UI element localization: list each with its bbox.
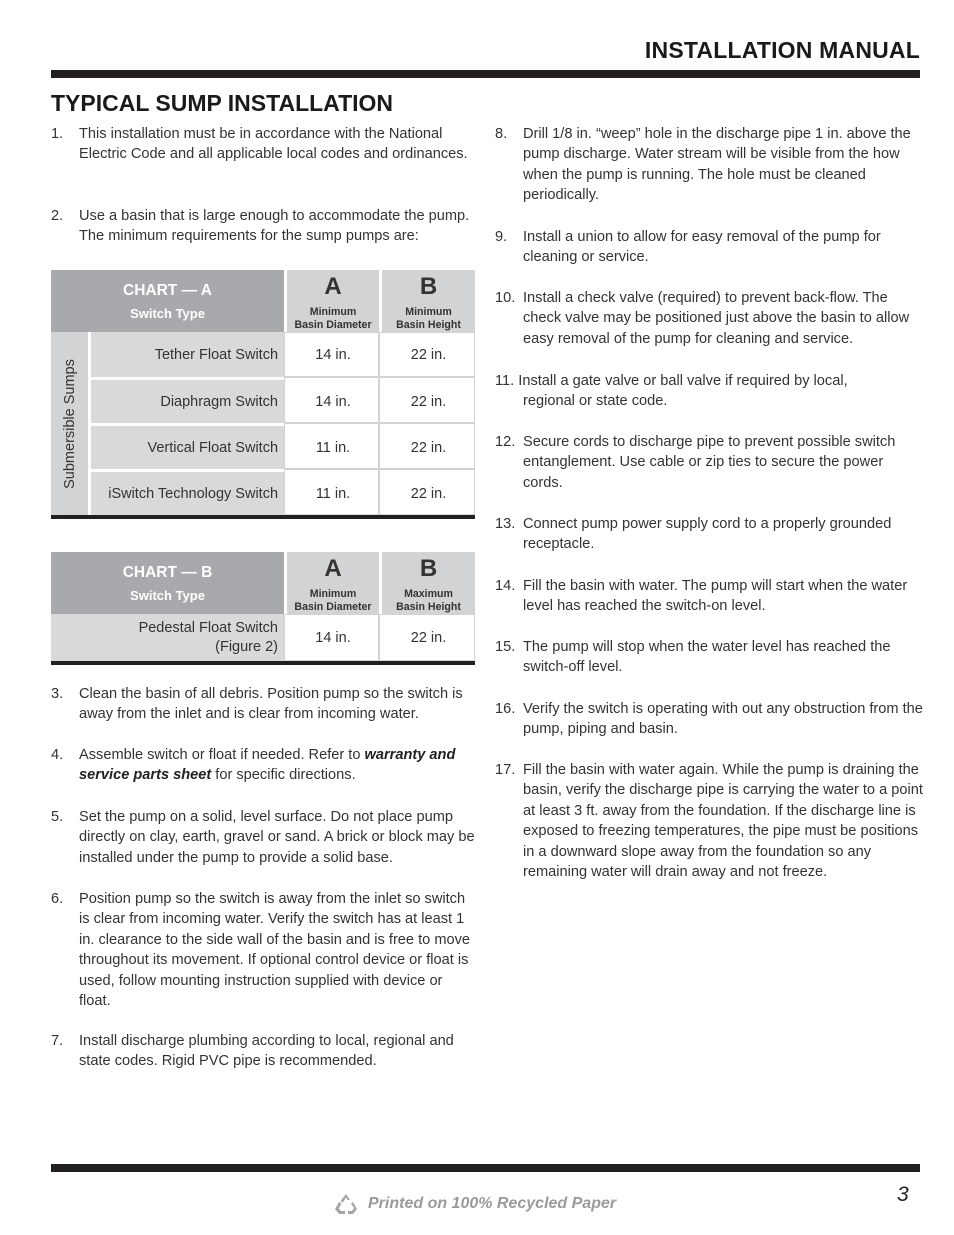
recycled-paper-notice	[334, 1193, 616, 1215]
basin-diameter-value: 11 in.	[284, 423, 379, 469]
list-item-11	[495, 371, 925, 412]
basin-height-value: 22 in.	[379, 332, 475, 377]
list-number: 13.	[495, 516, 516, 532]
list-item-5	[51, 807, 481, 868]
list-item-12	[495, 432, 925, 493]
list-item-2	[51, 206, 481, 247]
list-item-13	[495, 514, 925, 555]
basin-diameter-value: 14 in.	[284, 332, 379, 377]
list-text: Install a check valve (required) to prevent back-flow. The check valve may be positioned just above the basin to allow easy removal of the pump for cleaning and service.	[523, 290, 910, 347]
list-text: Connect pump power supply cord to a properly grounded receptacle.	[523, 516, 892, 553]
list-text-part: Assemble switch or float if needed. Refer to	[79, 747, 365, 763]
chart-a-header	[51, 270, 284, 332]
chart-a-col-b-header	[379, 270, 475, 332]
row-label	[51, 614, 284, 661]
basin-height-value: 22 in.	[379, 469, 475, 515]
chart-b-title: CHART — B	[122, 563, 213, 581]
row-label: Vertical Float Switch	[91, 423, 284, 469]
basin-height-value: 22 in.	[379, 423, 475, 469]
chart-b-col-b-header	[379, 552, 475, 614]
list-text	[495, 371, 925, 391]
list-text	[79, 745, 477, 786]
list-text: Clean the basin of all debris. Position pump so the switch is away from the inlet and is clear from incoming water.	[79, 686, 463, 723]
chart-b-subtitle: Switch Type	[130, 587, 205, 603]
list-text: Fill the basin with water. The pump will start when the water level has reached the switch-on level.	[523, 578, 908, 615]
list-item-9	[495, 227, 925, 268]
header-rule	[51, 70, 920, 78]
list-text: Install discharge plumbing according to local, regional and state codes. Rigid PVC pipe is recommended.	[79, 1033, 454, 1070]
chart-a-col-a-header	[284, 270, 379, 332]
basin-diameter-value: 11 in.	[284, 469, 379, 515]
list-item-3	[51, 684, 481, 725]
manual-title: INSTALLATION MANUAL	[644, 37, 920, 63]
chart-a-side-cell	[51, 332, 91, 515]
row-label: iSwitch Technology Switch	[91, 469, 284, 515]
footer-rule	[51, 1164, 920, 1172]
col-caption: Minimum	[309, 588, 357, 600]
list-item-17	[495, 760, 925, 882]
col-caption: Minimum	[309, 306, 357, 318]
chart-b-col-a-header	[284, 552, 379, 614]
list-number: 6.	[51, 891, 64, 907]
section-title: TYPICAL SUMP INSTALLATION	[51, 90, 394, 116]
list-number: 1.	[51, 126, 64, 142]
parts-sheet-reference: warranty and service parts sheet	[79, 747, 456, 784]
list-number: 8.	[495, 126, 508, 142]
list-item-6	[51, 889, 481, 1011]
list-number: 16.	[495, 701, 516, 717]
list-number: 11.	[495, 373, 515, 389]
list-text: Verify the switch is operating with out any obstruction from the pump, piping and basin.	[523, 701, 923, 738]
list-number: 17.	[495, 762, 516, 778]
list-item-4	[51, 745, 481, 786]
recycled-paper-text: Printed on 100% Recycled Paper	[368, 1195, 617, 1212]
basin-diameter-value: 14 in.	[284, 614, 379, 661]
list-text-first-line: Install a gate valve or ball valve if required by local,	[518, 373, 848, 389]
row-label-line: (Figure 2)	[215, 638, 278, 655]
recycle-icon	[334, 1193, 358, 1215]
list-number: 7.	[51, 1033, 64, 1049]
list-item-15	[495, 637, 925, 678]
list-number: 15.	[495, 639, 516, 655]
list-number: 12.	[495, 434, 516, 450]
submersible-sumps-label: Submersible Sumps	[61, 358, 78, 489]
list-number: 14.	[495, 578, 516, 594]
list-text-part: for specific directions.	[211, 767, 356, 784]
list-text-continued: regional or state code.	[523, 393, 668, 410]
chart-b	[51, 552, 475, 665]
list-text: Use a basin that is large enough to accommodate the pump. The minimum requirements for the sump pumps are:	[79, 208, 470, 245]
chart-a	[51, 270, 475, 519]
list-text: Fill the basin with water again. While the pump is draining the basin, verify the discharge pipe is carrying the water to a point at least 3 ft. away from the foundation. If the discharge line is exposed to freezing temperatures, the pipe must be positions in a downward slope away from the foundation so any remaining water will drain away and not freeze.	[523, 762, 923, 881]
col-caption: Minimum	[405, 306, 452, 318]
list-item-10	[495, 288, 925, 349]
list-text: This installation must be in accordance with the National Electric Code and all applicable local codes and ordinances.	[79, 126, 468, 163]
list-text: Secure cords to discharge pipe to prevent possible switch entanglement. Use cable or zip ties to secure the power cords.	[523, 434, 896, 491]
chart-a-title: CHART — A	[123, 281, 212, 299]
basin-height-value: 22 in.	[379, 377, 475, 423]
col-letter: B	[419, 273, 438, 300]
basin-height-value: 22 in.	[379, 614, 475, 661]
row-label-line: Pedestal Float Switch	[138, 619, 278, 636]
chart-a-subtitle: Switch Type	[130, 305, 205, 321]
col-letter: A	[324, 555, 342, 582]
list-text: The pump will stop when the water level has reached the switch-off level.	[523, 639, 891, 676]
row-label: Tether Float Switch	[91, 332, 284, 377]
list-item-1	[51, 124, 481, 165]
list-item-7	[51, 1031, 481, 1072]
col-letter: A	[324, 273, 342, 300]
list-item-8	[495, 124, 925, 206]
chart-b-header	[51, 552, 284, 614]
list-number: 10.	[495, 290, 516, 306]
list-number: 4.	[51, 747, 64, 763]
list-text: Install a union to allow for easy removal of the pump for cleaning or service.	[523, 229, 881, 266]
chart-a-bottom-rule	[51, 515, 475, 519]
col-caption: Basin Diameter	[294, 318, 372, 331]
page-number: 3	[897, 1183, 909, 1206]
row-label: Diaphragm Switch	[91, 377, 284, 423]
list-text: Set the pump on a solid, level surface. Do not place pump directly on clay, earth, gravel or sand. A brick or block may be installed under the pump to provide a solid base.	[79, 809, 475, 866]
list-item-16	[495, 699, 925, 740]
col-letter: B	[419, 555, 438, 582]
list-item-14	[495, 576, 925, 617]
list-number: 9.	[495, 229, 508, 245]
chart-b-table	[51, 552, 475, 661]
list-number: 3.	[51, 686, 64, 702]
list-text: Position pump so the switch is away from the inlet so switch is clear from incoming water. Verify the switch has at least 1 in. clearance to the side wall of the basin and is free to move throughout its movement. If optional control device or float is used, follow mounting instruction supplied with device or float.	[79, 891, 471, 1010]
col-caption: Basin Height	[396, 318, 461, 331]
col-caption: Basin Diameter	[294, 600, 372, 613]
list-number: 5.	[51, 809, 64, 825]
chart-b-bottom-rule	[51, 661, 475, 665]
col-caption: Basin Height	[396, 600, 461, 613]
list-number: 2.	[51, 208, 64, 224]
basin-diameter-value: 14 in.	[284, 377, 379, 423]
chart-a-table	[51, 270, 475, 515]
col-caption: Maximum	[404, 588, 453, 600]
list-text: Drill 1/8 in. “weep” hole in the discharge pipe 1 in. above the pump discharge. Water stream will be visible from the how when the pump is running. The hole must be cleaned periodically.	[523, 126, 911, 204]
right-column	[495, 124, 925, 924]
